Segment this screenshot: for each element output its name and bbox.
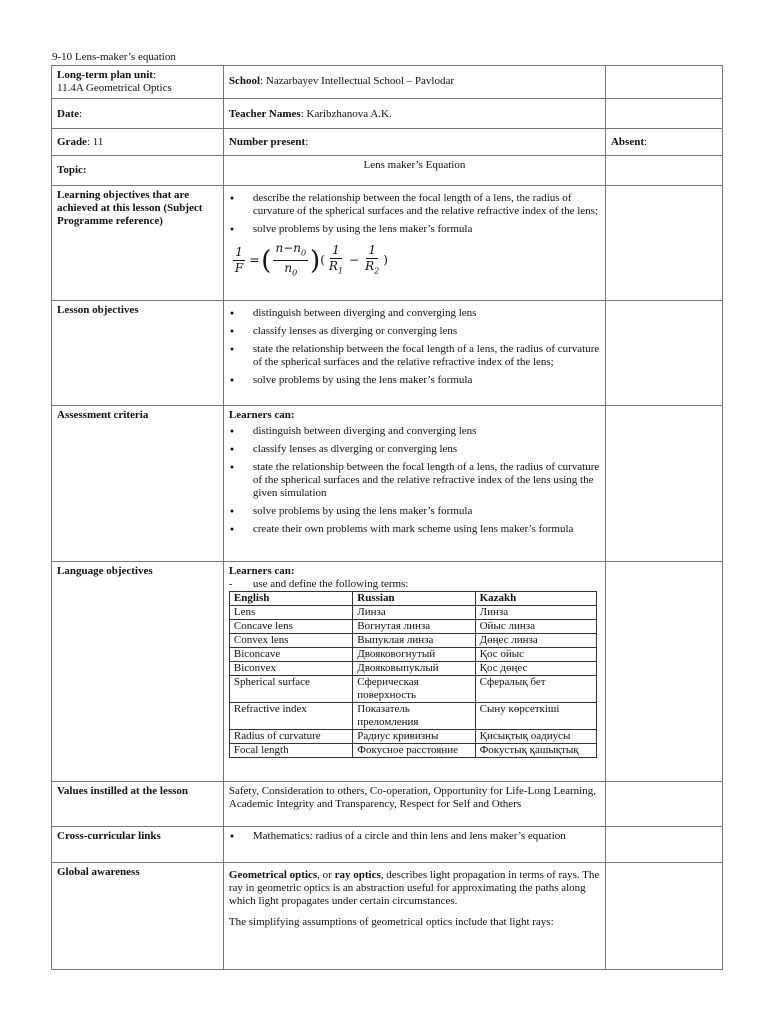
absent-label: Absent xyxy=(610,136,644,148)
cell-global-label xyxy=(52,863,224,970)
cell-lesson-label xyxy=(52,301,224,406)
cell-teacher xyxy=(223,99,605,129)
glossary-cell: Сферическая поверхность xyxy=(353,676,475,703)
formula-n-num-sub: 0 xyxy=(300,248,307,258)
school-label: School xyxy=(228,75,261,87)
cell-lesson-content xyxy=(223,301,605,406)
list-item: ● solve problems by using the lens maker’s formula xyxy=(229,505,600,518)
formula-r1-num: 1 xyxy=(332,243,340,258)
cell-language-label xyxy=(52,562,224,782)
cell-grade xyxy=(52,129,224,156)
glossary-cell: Фокусное расстояние xyxy=(353,744,475,758)
formula-r2-den: R xyxy=(365,259,375,274)
list-item: ● solve problems by using the lens maker’s formula xyxy=(229,223,600,236)
cell-cross-content xyxy=(223,827,605,863)
row-assessment xyxy=(52,406,723,562)
list-item: ● create their own problems with mark scheme using lens maker’s formula xyxy=(229,523,600,536)
values-text: Safety, Consideration to others, Co-operation, Opportunity for Life-Long Learning, Academic Integrity and Transparency, Respect for Self and Others xyxy=(228,785,596,810)
glossary-header-russian: Russian xyxy=(353,592,475,606)
cross-curricular-list xyxy=(229,830,600,843)
glossary-cell: Қисықтық оадиусы xyxy=(475,730,596,744)
row-cross-curricular xyxy=(52,827,723,863)
glossary-cell: Lens xyxy=(229,606,352,620)
cell-language-content xyxy=(223,562,605,782)
teacher-value: : Karibzhanova A.K. xyxy=(300,108,392,120)
list-item: ● solve problems by using the lens maker’s formula xyxy=(229,374,600,387)
row-learning-objectives xyxy=(52,186,723,301)
assessment-label: Assessment criteria xyxy=(57,409,149,421)
cell-empty-2 xyxy=(605,99,722,129)
glossary-header-english: English xyxy=(229,592,352,606)
cell-topic-label xyxy=(52,156,224,186)
row-lesson-objectives xyxy=(52,301,723,406)
row-unit xyxy=(52,66,723,99)
cell-date: Date: xyxy=(52,99,224,129)
language-intro: Learners can: xyxy=(228,565,295,577)
table-row xyxy=(229,730,596,744)
glossary-cell: Дөңес линза xyxy=(475,634,596,648)
glossary-cell: Вогнутая линза xyxy=(353,620,475,634)
list-item: ● state the relationship between the focal length of a lens, the radius of curvature of the spherical surfaces and the relative refractive index of the lens; xyxy=(229,343,600,369)
dash-marker: - xyxy=(228,578,233,590)
cell-cross-label xyxy=(52,827,224,863)
row-global-awareness xyxy=(52,863,723,970)
table-row xyxy=(229,744,596,758)
cell-learning-label xyxy=(52,186,224,301)
table-row xyxy=(229,634,596,648)
cell-topic-value xyxy=(223,156,605,186)
global-paragraph-1 xyxy=(229,869,600,908)
cell-empty-6 xyxy=(605,406,722,562)
glossary-cell: Двояковогнутый xyxy=(353,648,475,662)
cell-empty-1 xyxy=(605,66,722,99)
list-item: ● state the relationship between the focal length of a lens, the radius of curvature of the spherical surfaces and the relative refractive index of the lens using the given simulation xyxy=(229,461,600,500)
formula-n-den-sub: 0 xyxy=(292,268,298,278)
glossary-cell: Spherical surface xyxy=(229,676,352,703)
glossary-cell: Қос дөңес xyxy=(475,662,596,676)
formula-lhs-den: F xyxy=(234,261,244,276)
glossary-cell: Biconvex xyxy=(229,662,352,676)
cell-global-content xyxy=(223,863,605,970)
language-dash-line xyxy=(229,578,603,591)
lesson-objectives-list xyxy=(229,307,600,387)
cell-empty-7 xyxy=(605,562,722,782)
cell-absent: Absent: xyxy=(605,129,722,156)
language-dash-text: use and define the following terms: xyxy=(252,578,409,590)
list-item: ● classify lenses as diverging or converging lens xyxy=(229,443,600,456)
glossary-cell: Двояковыпуклый xyxy=(353,662,475,676)
glossary-cell: Сфералық бет xyxy=(475,676,596,703)
values-label: Values instilled at the lesson xyxy=(57,785,189,797)
cell-empty-3 xyxy=(605,156,722,186)
global-awareness-label: Global awareness xyxy=(57,866,140,878)
geometrical-optics-term: Geometrical optics xyxy=(228,869,318,881)
glossary-cell: Concave lens xyxy=(229,620,352,634)
list-item: ● classify lenses as diverging or converging lens xyxy=(229,325,600,338)
cell-number-present: Number present: xyxy=(223,129,605,156)
cell-empty-5 xyxy=(605,301,722,406)
cell-empty-4 xyxy=(605,186,722,301)
list-item: ● distinguish between diverging and converging lens xyxy=(229,307,600,320)
unit-value: 11.4A Geometrical Optics xyxy=(57,82,172,94)
number-present-label: Number present xyxy=(228,136,306,148)
cell-values-label xyxy=(52,782,224,827)
cell-empty-10 xyxy=(605,863,722,970)
global-text-1: , or xyxy=(317,869,335,881)
table-row xyxy=(229,620,596,634)
formula-r1-sub: 1 xyxy=(337,266,344,276)
lesson-objectives-label: Lesson objectives xyxy=(57,304,139,316)
teacher-label: Teacher Names xyxy=(228,108,301,120)
table-row xyxy=(229,662,596,676)
list-item: ● Mathematics: radius of a circle and thin lens and lens maker’s equation xyxy=(229,830,600,843)
row-grade xyxy=(52,129,723,156)
glossary-cell: Сыну көрсеткіші xyxy=(475,703,596,730)
formula-n-den: n xyxy=(284,261,293,276)
glossary-cell: Refractive index xyxy=(229,703,352,730)
glossary-table xyxy=(229,591,597,758)
glossary-cell: Радиус кривизны xyxy=(353,730,475,744)
formula-n-num: n−n xyxy=(275,241,301,255)
cell-values-content xyxy=(223,782,605,827)
formula-minus: − xyxy=(349,253,360,268)
row-values xyxy=(52,782,723,827)
formula-r1-den: R xyxy=(328,259,338,274)
ray-optics-term: ray optics xyxy=(334,869,381,881)
formula-r2-num: 1 xyxy=(368,243,376,258)
cell-assessment-content xyxy=(223,406,605,562)
learning-objectives-list xyxy=(229,192,600,236)
learning-objectives-label: Learning objectives that are achieved at this lesson (Subject Programme reference) xyxy=(57,189,203,227)
glossary-cell: Линза xyxy=(353,606,475,620)
cell-empty-9 xyxy=(605,827,722,863)
cell-empty-8 xyxy=(605,782,722,827)
list-item: ● describe the relationship between the focal length of a lens, the radius of curvature of the spherical surfaces and the relative refractive index of the lens; xyxy=(229,192,600,218)
cell-assessment-label xyxy=(52,406,224,562)
list-item: ● distinguish between diverging and converging lens xyxy=(229,425,600,438)
assessment-intro: Learners can: xyxy=(228,409,295,421)
assessment-list xyxy=(229,425,600,536)
row-language xyxy=(52,562,723,782)
glossary-cell: Қос ойыс xyxy=(475,648,596,662)
glossary-cell: Biconcave xyxy=(229,648,352,662)
lens-maker-formula: $\frac{1}{F}$ = ( $\frac{n-n_0}{n_0}$ ) ( $\frac{1}{R_1}$ − $\frac{1}{R_2}$ ) xyxy=(234,241,388,278)
table-row xyxy=(229,648,596,662)
glossary-cell: Фокустық қашықтық xyxy=(475,744,596,758)
formula-equals: = xyxy=(249,253,260,268)
row-topic xyxy=(52,156,723,186)
glossary-cell: Convex lens xyxy=(229,634,352,648)
grade-value: : 11 xyxy=(86,136,104,148)
glossary-cell: Линза xyxy=(475,606,596,620)
formula-lhs-num: 1 xyxy=(235,245,243,260)
cell-school xyxy=(223,66,605,99)
school-value: : Nazarbayev Intellectual School – Pavlodar xyxy=(260,75,455,87)
glossary-cell: Ойыс линза xyxy=(475,620,596,634)
unit-label: Long-term plan unit xyxy=(57,69,153,81)
lesson-plan-table xyxy=(51,65,723,970)
table-row xyxy=(229,703,596,730)
glossary-header-row xyxy=(229,592,596,606)
grade-label: Grade xyxy=(57,136,87,148)
global-paragraph-2: The simplifying assumptions of geometrical optics include that light rays: xyxy=(228,916,554,928)
glossary-cell: Выпуклая линза xyxy=(353,634,475,648)
date-label: Date xyxy=(57,108,79,120)
cross-curricular-label: Cross-curricular links xyxy=(57,830,161,842)
document-title: 9-10 Lens-maker’s equation xyxy=(52,51,176,63)
topic-label: Topic: xyxy=(57,164,87,176)
language-objectives-label: Language objectives xyxy=(57,565,153,577)
table-row xyxy=(229,606,596,620)
topic-value: Lens maker’s Equation xyxy=(363,159,466,171)
row-date xyxy=(52,99,723,129)
formula-r2-sub: 2 xyxy=(374,266,380,276)
cell-learning-content xyxy=(223,186,605,301)
cell-unit: Long-term plan unit: 11.4A Geometrical Optics xyxy=(52,66,224,99)
glossary-cell: Показатель преломления xyxy=(353,703,475,730)
glossary-cell: Focal length xyxy=(229,744,352,758)
glossary-header-kazakh: Kazakh xyxy=(475,592,596,606)
global-text-2: , describes light propagation in terms of rays. The ray in geometric optics is an abstraction useful for approximating the paths along which light propagates under certain circumstances. xyxy=(228,869,600,907)
table-row xyxy=(229,676,596,703)
glossary-cell: Radius of curvature xyxy=(229,730,352,744)
